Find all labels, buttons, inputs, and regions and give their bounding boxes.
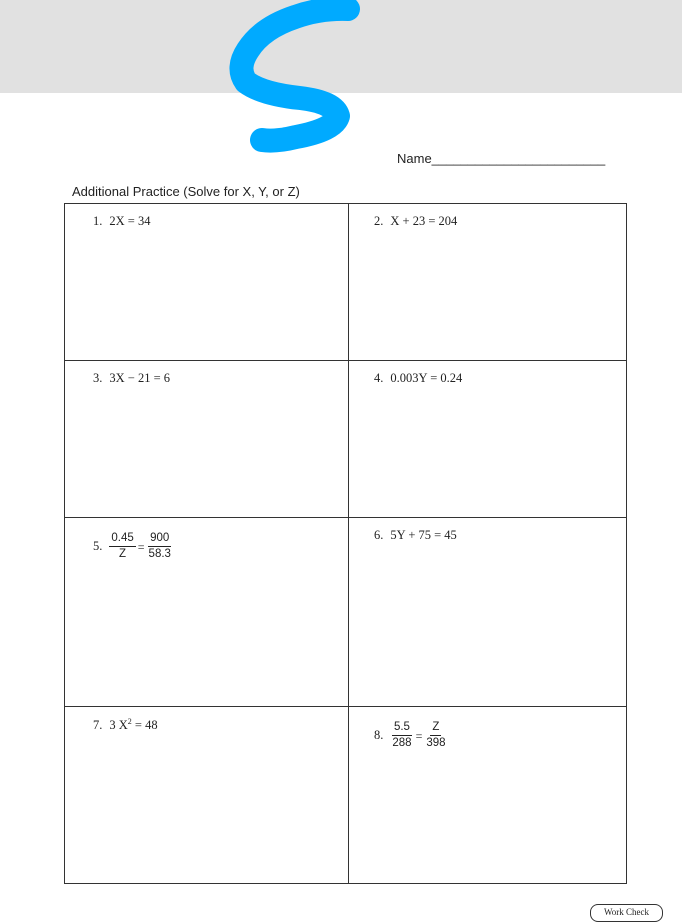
work-check-button[interactable]: Work Check [590,904,663,922]
problem-equation: 2X = 34 [109,214,151,228]
problem-6 [374,528,457,543]
problem-number: 8. [374,728,384,742]
problem-cell-8[interactable] [348,707,626,883]
problem-equation: 0.003Y = 0.24 [390,371,463,385]
numerator: Z [430,721,441,736]
problem-cell-7[interactable] [65,707,348,883]
instructions-heading: Additional Practice (Solve for X, Y, or Z) [72,184,300,199]
problem-number: 6. [374,528,384,542]
equals-sign: = [137,540,145,554]
problem-number: 4. [374,371,384,385]
problem-cell-6[interactable] [348,518,626,707]
denominator: 288 [392,737,412,749]
problem-number: 5. [93,539,103,553]
problem-cell-4[interactable] [348,361,626,518]
denominator: 398 [426,737,446,749]
problem-4 [374,371,462,386]
equals-sign: = [415,729,423,743]
name-field[interactable]: Name________________________ [397,151,606,166]
problem-2 [374,214,457,229]
fraction-right [424,721,447,750]
problem-grid [64,203,627,884]
problem-cell-5[interactable] [65,518,348,707]
exponent: 2 [127,717,132,726]
problem-cell-3[interactable] [65,361,348,518]
numerator: 900 [148,532,171,547]
problem-cell-2[interactable] [348,204,626,361]
problem-3 [93,371,170,386]
fraction-right [147,532,173,561]
numerator: 5.5 [392,721,412,736]
problem-number: 2. [374,214,384,228]
problem-equation: 5Y + 75 = 45 [390,528,457,542]
problem-equation-prefix: 3 X [109,718,128,733]
denominator: 58.3 [148,548,171,560]
denominator: Z [119,548,127,560]
blue-s-scribble [0,0,682,200]
problem-equation: X + 23 = 204 [390,214,458,228]
problem-8 [374,721,448,750]
fraction-left [109,532,135,561]
fraction-left [390,721,413,750]
problem-1 [93,214,150,229]
problem-5 [93,532,173,561]
problem-number: 7. [93,718,103,733]
problem-7 [93,717,158,733]
numerator: 0.45 [109,532,135,547]
problem-number: 3. [93,371,103,385]
problem-equation-suffix: = 48 [131,718,158,733]
problem-cell-1[interactable] [65,204,348,361]
problem-equation: 3X − 21 = 6 [109,371,171,385]
problem-number: 1. [93,214,103,228]
